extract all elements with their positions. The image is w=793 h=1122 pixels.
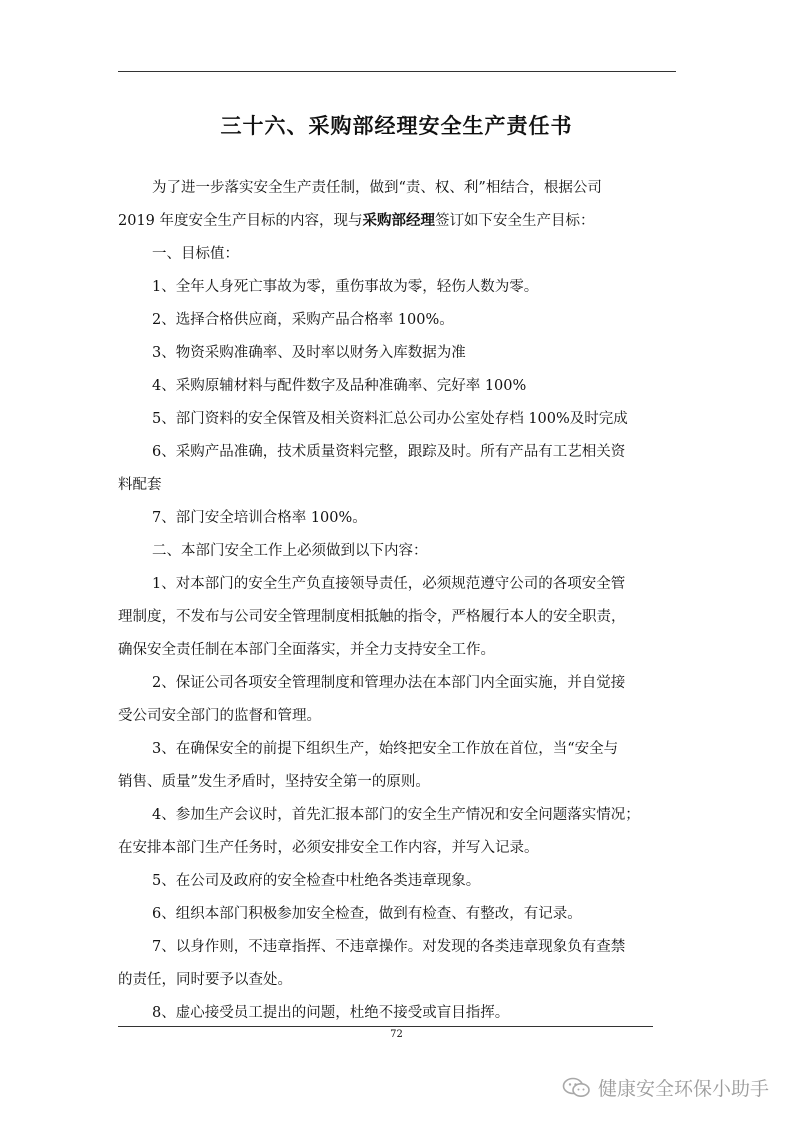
intro-line-1: 为了进一步落实安全生产责任制，做到“责、权、利”相结合，根据公司 (152, 180, 602, 196)
section2-p4-line-1: 4、参加生产会议时，首先汇报本部门的安全生产情况和安全问题落实情况； (152, 807, 640, 823)
section2-p8: 8、虚心接受员工提出的问题，杜绝不接受或盲目指挥。 (152, 1005, 510, 1021)
section2-p1-line-2: 理制度，不发布与公司安全管理制度相抵触的指令，严格履行本人的安全职责， (118, 609, 626, 625)
section1-item-6-line-2: 料配套 (118, 477, 162, 493)
section2-p7-line-1: 7、以身作则，不违章指挥、不违章操作。对发现的各类违章现象负有查禁 (152, 939, 626, 955)
footer-rule (118, 1026, 653, 1027)
section2-p6: 6、组织本部门积极参加安全检查，做到有检查、有整改，有记录。 (152, 906, 582, 922)
section2-p2-line-2: 受公司安全部门的监督和管理。 (118, 708, 321, 724)
section2-heading: 二、本部门安全工作上必须做到以下内容： (152, 543, 428, 559)
section1-item: 5、部门资料的安全保管及相关资料汇总公司办公室处存档 100%及时完成 (152, 411, 628, 427)
document-body (118, 172, 686, 1030)
section2-p4-line-2: 在安排本部门生产任务时，必须安排安全工作内容，并写入记录。 (118, 840, 539, 856)
section1-item-6-line-1: 6、采购产品准确，技术质量资料完整，跟踪及时。所有产品有工艺相关资 (152, 444, 626, 460)
section2-p3-line-1: 3、在确保安全的前提下组织生产，始终把安全工作放在首位，当“安全与 (152, 741, 619, 757)
wechat-icon (562, 1076, 592, 1100)
section1-item: 3、物资采购准确率、及时率以财务入库数据为准 (152, 345, 466, 361)
section2-p1-line-1: 1、对本部门的安全生产负直接领导责任，必须规范遵守公司的各项安全管 (152, 576, 626, 592)
section1-heading: 一、目标值： (152, 246, 239, 262)
section1-item: 4、采购原辅材料与配件数字及品种准确率、完好率 100% (152, 378, 527, 394)
intro-text-b: 签订如下安全生产目标： (435, 213, 595, 229)
intro-text-a: 2019 年度安全生产目标的内容，现与 (118, 213, 363, 229)
intro-line-2 (118, 205, 686, 238)
section2-p7-line-2: 的责任，同时要予以查处。 (118, 972, 292, 988)
section1-item-7: 7、部门安全培训合格率 100%。 (152, 510, 367, 526)
section1-item: 1、全年人身死亡事故为零，重伤事故为零，轻伤人数为零。 (152, 279, 539, 295)
section2-p1-line-3: 确保安全责任制在本部门全面落实，并全力支持安全工作。 (118, 642, 495, 658)
watermark-text: 健康安全环保小助手 (597, 1078, 769, 1100)
section2-p3-line-2: 销售、质量”发生矛盾时，坚持安全第一的原则。 (118, 774, 430, 790)
section1-item: 2、选择合格供应商，采购产品合格率 100%。 (152, 312, 454, 328)
page-number: 72 (390, 1029, 403, 1040)
section2-p2-line-1: 2、保证公司各项安全管理制度和管理办法在本部门内全面实施，并自觉接 (152, 675, 626, 691)
intro-bold-position: 采购部经理 (362, 213, 436, 229)
header-rule (118, 71, 676, 72)
watermark (562, 1074, 769, 1101)
section2-p5: 5、在公司及政府的安全检查中杜绝各类违章现象。 (152, 873, 481, 889)
document-title: 三十六、采购部经理安全生产责任书 (220, 114, 573, 138)
